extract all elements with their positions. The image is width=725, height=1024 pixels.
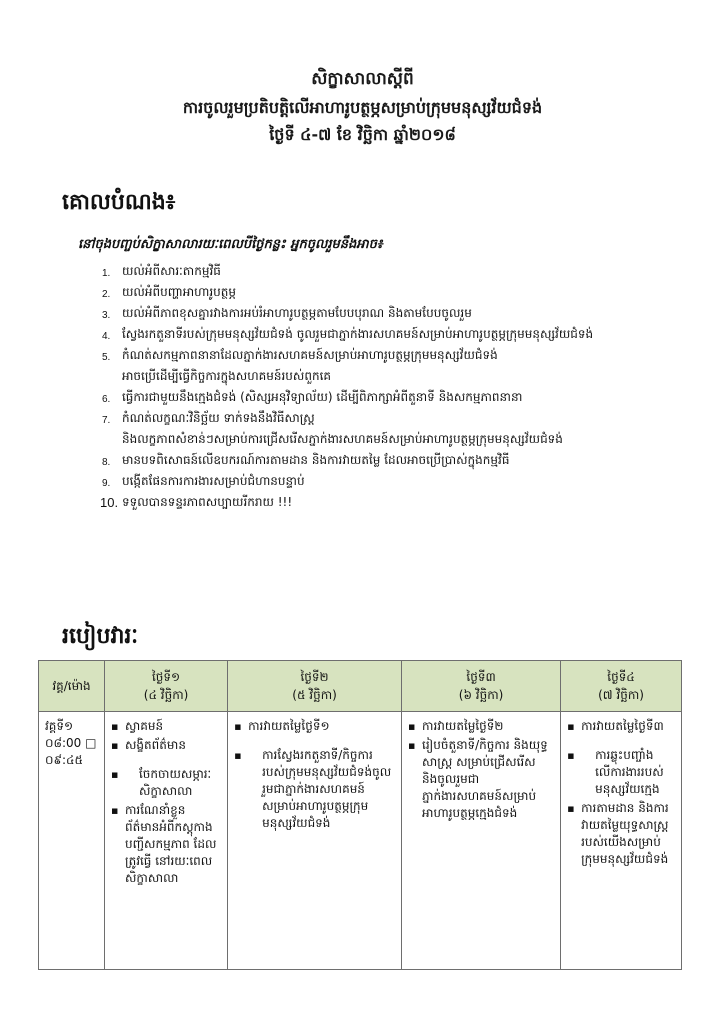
list-item [102, 264, 692, 278]
agenda-text: សង្ខិតព័ត៌មាន [125, 738, 186, 752]
agenda-subtext: ចែកចាយសម្ភារៈសិក្ខាសាលា [139, 767, 212, 798]
list-item [408, 718, 554, 735]
list-item [102, 390, 692, 404]
list-number: 10. [100, 495, 119, 510]
bullet-icon: ▪ [111, 720, 119, 733]
session-time-cell [39, 712, 105, 970]
table-row [39, 712, 682, 970]
list-text: បង្កើតផែនការការងារសម្រាប់ជំហានបន្ទាប់ [122, 474, 305, 488]
agenda-text: ស្វាគមន៍ [125, 719, 164, 733]
day-3-cell [402, 712, 561, 970]
schedule-heading: របៀបវារៈ [62, 624, 139, 649]
list-text: កំណត់លក្ខណៈវិនិច្ឆ័យ ទាក់ទងនឹងវិធីសាស្ត្រ [122, 411, 315, 425]
day-date: (៦ វិច្ឆិកា) [458, 688, 504, 702]
list-text: មានបទពិសោធន៍លើឧបករណ៍ការតាមដាន និងការវាយតម្លៃ ដែលអាចប្រើប្រាស់ក្នុងកម្មវិធី [122, 453, 510, 467]
bullet-icon: ▪ [567, 802, 575, 815]
list-text: ទទួលបានទន្ទរភាពសប្បាយរីករាយ !!! [122, 495, 293, 509]
agenda-text: ការតាមដាន និងការវាយតម្លៃយុទ្ធសាស្ត្ររបស់យើងសម្រាប់ក្រុមមនុស្សវ័យជំទង់ [581, 801, 669, 866]
session-end: ០៩:៤៥ [45, 753, 84, 767]
title-line-1: សិក្ខាសាលាស្ដីពី [311, 69, 414, 89]
title-line-2: ការចូលរួមប្រតិបត្តិលើអាហារូបត្ថម្ភសម្រាប់ក្រុមមនុស្សវ័យជំទង់ [182, 98, 543, 117]
objectives-heading: គោលបំណង៖ [62, 190, 176, 215]
list-number: 1. [102, 268, 111, 279]
list-item [102, 453, 692, 467]
bullet-icon: ▪ [234, 720, 242, 733]
bullet-icon: ▪ [111, 768, 119, 781]
list-text: យល់អំពីភាពខុសគ្នារវាងការអប់រំអាហារូបត្ថម្ភតាមបែបបុរាណ និងតាមបែបចូលរួម [122, 306, 472, 320]
agenda-text: ការវាយតម្លៃថ្ងៃទី១ [248, 719, 330, 733]
day-date: (៧ វិច្ឆិកា) [598, 688, 644, 702]
list-item [567, 718, 675, 735]
objectives-intro: នៅចុងបញ្ចប់សិក្ខាសាលារយៈពេលបីថ្ងៃកន្លះ អ្នកចូលរួមនឹងអាច៖ [78, 237, 383, 252]
list-item [111, 718, 221, 735]
list-number: 3. [102, 310, 111, 321]
list-item [102, 348, 692, 383]
bullet-icon: ▪ [408, 739, 416, 752]
agenda-text: រៀបចំតួនាទី/កិច្ចការ និងយុទ្ធសាស្ត្រ សម្រាប់ជ្រើសរើស និងចូលរួមជាភ្នាក់ងារសហគមន៍សម្រាប់អាហារូបត្ថម្ភក្មេងជំទង់ [422, 738, 548, 820]
schedule-table [38, 660, 682, 970]
list-item [567, 800, 675, 868]
list-item [111, 737, 221, 754]
bullet-icon: ▪ [567, 749, 575, 762]
agenda-text: ការវាយតម្លៃថ្ងៃទី២ [422, 719, 504, 733]
list-item [111, 766, 221, 800]
bullet-icon: ▪ [111, 804, 119, 817]
day-4-header [561, 661, 682, 712]
list-item [111, 802, 221, 887]
agenda-text: ការវាយតម្លៃថ្ងៃទី៣ [581, 719, 664, 733]
objectives-list [102, 264, 692, 516]
list-item [102, 495, 692, 509]
day-name: ថ្ងៃទី៣ [466, 670, 496, 684]
session-label: វគ្គទី១ [45, 719, 74, 733]
list-item [102, 327, 692, 341]
list-item [102, 474, 692, 488]
day-2-cell [228, 712, 402, 970]
time-column-header: វគ្គ/ម៉ោង [39, 661, 105, 712]
list-item [567, 747, 675, 798]
day-name: ថ្ងៃទី៤ [607, 670, 635, 684]
list-item [234, 718, 395, 735]
list-number: 2. [102, 289, 111, 300]
day-1-cell [105, 712, 228, 970]
list-item [408, 737, 554, 822]
list-text: ស្វែងរកតួនាទីរបស់ក្រុមមនុស្សវ័យជំទង់ ចូលរួមជាភ្នាក់ងារសហគមន៍សម្រាប់អាហារូបត្ថម្ភក្រុមមនុស្សវ័យជំទង់ [122, 327, 594, 341]
day-name: ថ្ងៃទី១ [151, 670, 181, 684]
list-item [102, 411, 692, 446]
day-2-header [228, 661, 402, 712]
list-text: យល់អំពីបញ្ហាអាហារូបត្ថម្ភ [122, 285, 237, 299]
list-number: 7. [102, 415, 111, 426]
day-date: (៥ វិច្ឆិកា) [292, 688, 337, 702]
bullet-icon: ▪ [111, 739, 119, 752]
session-start: ០៨:00 □ [45, 736, 97, 750]
list-number: 6. [102, 394, 111, 405]
day-date: (៤ វិច្ឆិកា) [143, 688, 189, 702]
bullet-icon: ▪ [408, 720, 416, 733]
bullet-icon: ▪ [567, 720, 575, 733]
list-number: 8. [102, 457, 111, 468]
day-name: ថ្ងៃទី២ [300, 670, 329, 684]
agenda-subtext: ការឆ្លុះបញ្ចាំងលើការងាររបស់មនុស្សវ័យក្មេង [595, 748, 664, 796]
bullet-icon: ▪ [234, 749, 242, 762]
list-text: យល់អំពីសារៈតាកម្មវិធី [122, 264, 221, 278]
list-number: 5. [102, 352, 111, 363]
title-line-3: ថ្ងៃទី ៤-៧ ខែ វិច្ឆិកា ឆ្នាំ២០១៨ [269, 125, 456, 144]
list-text: ធ្វើការជាមួយនឹងក្មេងជំទង់ (សិស្សអនុវិទ្យាល័យ) ដើម្បីពិភាក្សាអំពីតួនាទី និងសកម្មភាពនានា [122, 390, 523, 404]
table-header-row [39, 661, 682, 712]
agenda-text: ការណែនាំខ្លួន ព័ត៌មានអំពីកស្តុកាង បញ្ជីសកម្មភាព ដែលត្រូវធ្វើ នៅរយៈពេលសិក្ខាសាលា [125, 803, 217, 885]
list-item [102, 306, 692, 320]
list-item [102, 285, 692, 299]
list-item [234, 747, 395, 832]
list-text: កំណត់សកម្មភាពនានាដែលភ្នាក់ងារសហគមន៍សម្រាប់អាហារូបត្ថម្ភក្រុមមនុស្សវ័យជំទង់ [122, 348, 498, 362]
list-text-continued: និងលក្ខភាពសំខាន់ៗសម្រាប់ការជ្រើសរើសភ្នាក់ងារសហគមន៍សម្រាប់អាហារូបត្ថម្ភក្រុមមនុស្សវ័យជំទង់ [122, 432, 563, 446]
day-1-header [105, 661, 228, 712]
list-number: 9. [102, 478, 111, 489]
list-text-continued: អាចប្រើដើម្បីធ្វើកិច្ចការក្នុងសហគមន៍របស់ពួកគេ [122, 369, 332, 383]
day-4-cell [561, 712, 682, 970]
day-3-header [402, 661, 561, 712]
list-number: 4. [102, 331, 111, 342]
agenda-subtext: ការស្វែងរកតួនាទី/កិច្ចការរបស់ក្រុមមនុស្សវ័យជំទង់ចូលរួមជាភ្នាក់ងារសហគមន៍សម្រាប់អាហារូបត្ថម្ភក្រុមមនុស្សវ័យជំទង់ [262, 748, 392, 830]
